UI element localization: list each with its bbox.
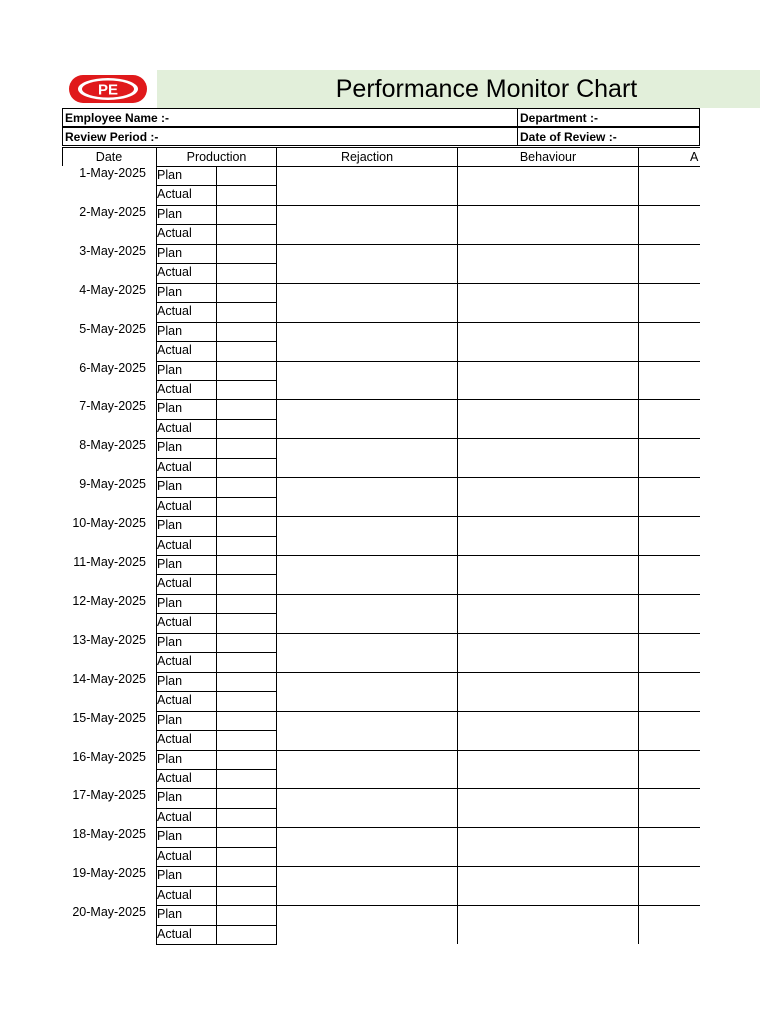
- plan-label: Plan: [157, 790, 183, 804]
- row-line: [156, 613, 277, 614]
- plan-label: Plan: [157, 674, 183, 688]
- col-line: [638, 147, 639, 944]
- row-line: [156, 263, 277, 264]
- row-line: [156, 302, 277, 303]
- row-line: [156, 244, 700, 245]
- row-line: [156, 361, 700, 362]
- date-cell: 17-May-2025: [72, 788, 146, 802]
- plan-label: Plan: [157, 868, 183, 882]
- table-bottom-line: [156, 944, 277, 945]
- date-of-review-label: Date of Review :-: [520, 130, 617, 144]
- header-next-partial: A: [690, 150, 699, 164]
- employee-name-label: Employee Name :-: [65, 111, 170, 125]
- plan-label: Plan: [157, 363, 183, 377]
- actual-label: Actual: [157, 732, 192, 746]
- col-line: [457, 147, 458, 944]
- plan-label: Plan: [157, 596, 183, 610]
- plan-label: Plan: [157, 907, 183, 921]
- date-cell: 16-May-2025: [72, 750, 146, 764]
- department-label: Department :-: [520, 111, 599, 125]
- row-line: [156, 185, 277, 186]
- row-line: [156, 691, 277, 692]
- actual-label: Actual: [157, 343, 192, 357]
- row-line: [156, 925, 277, 926]
- plan-label: Plan: [157, 324, 183, 338]
- actual-label: Actual: [157, 615, 192, 629]
- date-cell: 2-May-2025: [79, 205, 146, 219]
- row-line: [156, 224, 277, 225]
- row-line: [156, 808, 277, 809]
- date-cell: 8-May-2025: [79, 438, 146, 452]
- review-period-label: Review Period :-: [65, 130, 159, 144]
- date-cell: 12-May-2025: [72, 594, 146, 608]
- title-band: [157, 70, 760, 108]
- plan-label: Plan: [157, 518, 183, 532]
- row-line: [156, 827, 700, 828]
- plan-label: Plan: [157, 168, 183, 182]
- row-line: [156, 322, 700, 323]
- row-line: [156, 730, 277, 731]
- date-cell: 20-May-2025: [72, 905, 146, 919]
- company-logo: [63, 70, 157, 108]
- date-cell: 6-May-2025: [79, 361, 146, 375]
- header-date: Date: [95, 150, 123, 164]
- date-cell: 7-May-2025: [79, 399, 146, 413]
- plan-label: Plan: [157, 557, 183, 571]
- row-line: [156, 283, 700, 284]
- row-line: [156, 341, 277, 342]
- logo-text: PE: [97, 81, 119, 99]
- row-line: [156, 905, 700, 906]
- date-cell: 5-May-2025: [79, 322, 146, 336]
- actual-label: Actual: [157, 888, 192, 902]
- row-line: [156, 866, 700, 867]
- row-line: [156, 438, 700, 439]
- plan-label: Plan: [157, 635, 183, 649]
- row-line: [156, 672, 700, 673]
- row-line: [156, 399, 700, 400]
- plan-label: Plan: [157, 285, 183, 299]
- row-line: [156, 497, 277, 498]
- actual-label: Actual: [157, 421, 192, 435]
- actual-label: Actual: [157, 187, 192, 201]
- actual-label: Actual: [157, 382, 192, 396]
- row-line: [156, 711, 700, 712]
- header-bottom-line: [156, 166, 700, 167]
- row-line: [156, 419, 277, 420]
- col-line: [276, 147, 277, 944]
- row-line: [156, 536, 277, 537]
- header-rejection: Rejaction: [340, 150, 394, 164]
- actual-label: Actual: [157, 927, 192, 941]
- actual-label: Actual: [157, 810, 192, 824]
- row-line: [156, 769, 277, 770]
- row-line: [156, 555, 700, 556]
- date-cell: 14-May-2025: [72, 672, 146, 686]
- col-line: [62, 147, 63, 166]
- header-production: Production: [186, 150, 247, 164]
- actual-label: Actual: [157, 654, 192, 668]
- row-line: [156, 477, 700, 478]
- info-divider: [517, 109, 518, 126]
- actual-label: Actual: [157, 693, 192, 707]
- row-line: [156, 652, 277, 653]
- date-cell: 4-May-2025: [79, 283, 146, 297]
- date-cell: 18-May-2025: [72, 827, 146, 841]
- row-line: [156, 458, 277, 459]
- plan-label: Plan: [157, 440, 183, 454]
- plan-label: Plan: [157, 829, 183, 843]
- row-line: [156, 574, 277, 575]
- row-line: [156, 788, 700, 789]
- row-line: [156, 847, 277, 848]
- row-line: [156, 886, 277, 887]
- date-cell: 3-May-2025: [79, 244, 146, 258]
- header-behaviour: Behaviour: [519, 150, 577, 164]
- actual-label: Actual: [157, 460, 192, 474]
- header-top-line: [62, 147, 700, 148]
- employee-info-row: [62, 108, 700, 127]
- actual-label: Actual: [157, 226, 192, 240]
- row-line: [156, 205, 700, 206]
- date-cell: 19-May-2025: [72, 866, 146, 880]
- actual-label: Actual: [157, 538, 192, 552]
- date-cell: 1-May-2025: [79, 166, 146, 180]
- date-cell: 15-May-2025: [72, 711, 146, 725]
- actual-label: Actual: [157, 265, 192, 279]
- plan-label: Plan: [157, 246, 183, 260]
- actual-label: Actual: [157, 576, 192, 590]
- plan-label: Plan: [157, 207, 183, 221]
- plan-label: Plan: [157, 401, 183, 415]
- row-line: [156, 750, 700, 751]
- date-cell: 11-May-2025: [73, 555, 146, 569]
- date-cell: 13-May-2025: [72, 633, 146, 647]
- row-line: [156, 594, 700, 595]
- date-cell: 9-May-2025: [79, 477, 146, 491]
- actual-label: Actual: [157, 499, 192, 513]
- actual-label: Actual: [157, 849, 192, 863]
- row-line: [156, 380, 277, 381]
- row-line: [156, 516, 700, 517]
- row-line: [156, 633, 700, 634]
- plan-label: Plan: [157, 713, 183, 727]
- date-cell: 10-May-2025: [72, 516, 146, 530]
- actual-label: Actual: [157, 771, 192, 785]
- actual-label: Actual: [157, 304, 192, 318]
- plan-label: Plan: [157, 752, 183, 766]
- plan-label: Plan: [157, 479, 183, 493]
- page-title: Performance Monitor Chart: [335, 74, 638, 103]
- review-info-row: [62, 127, 700, 146]
- info-divider: [517, 128, 518, 145]
